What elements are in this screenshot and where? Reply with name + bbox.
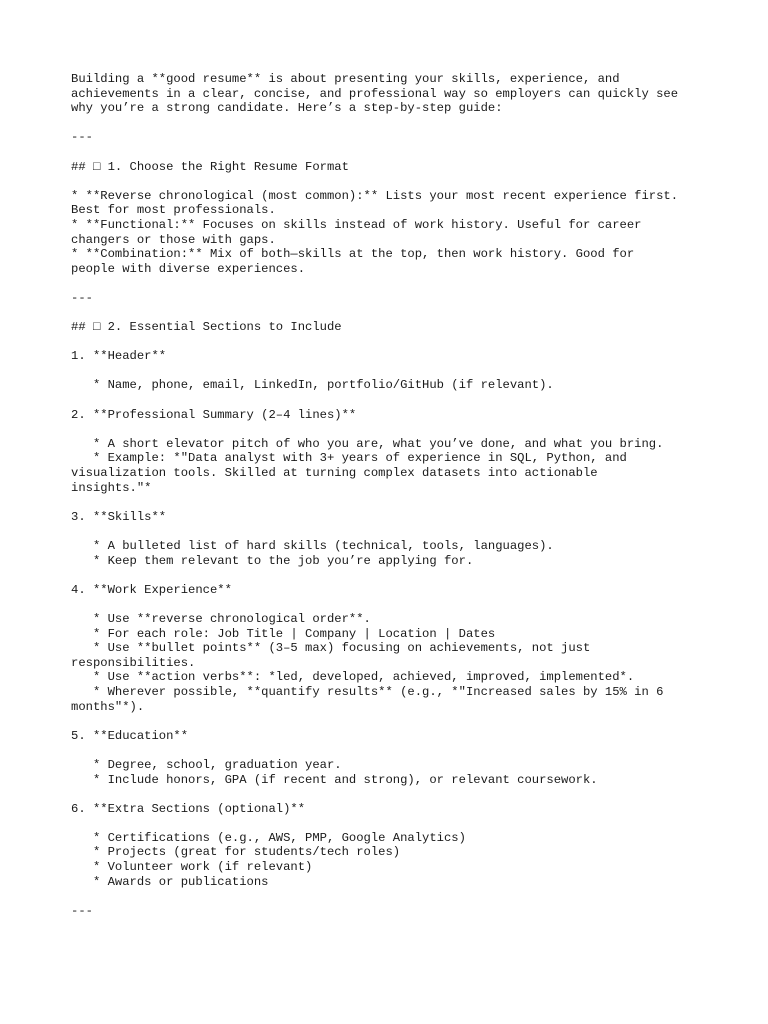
bullet-item: * Include honors, GPA (if recent and strong), or relevant coursework. <box>71 772 598 787</box>
numbered-item-heading: 1. **Header** <box>71 349 167 364</box>
horizontal-rule: --- <box>71 903 93 918</box>
bullet-item: * Use **bullet points** (3–5 max) focusing on achievements, not just <box>71 641 591 656</box>
section-heading: ## □ 1. Choose the Right Resume Format <box>71 159 349 174</box>
text-line: Building a **good resume** is about presenting your skills, experience, and <box>71 72 620 86</box>
document-body <box>71 72 731 918</box>
text-line: months"*). <box>71 699 145 714</box>
blank-line <box>71 714 731 729</box>
bullet-item: * Certifications (e.g., AWS, PMP, Google Analytics) <box>71 830 466 845</box>
blank-line <box>71 145 731 160</box>
bullet-item: * **Functional:** Focuses on skills instead of work history. Useful for career <box>71 217 642 232</box>
text-line: changers or those with gaps. <box>71 232 276 247</box>
blank-line <box>71 495 731 510</box>
bullet-item: * Use **reverse chronological order**. <box>71 611 371 626</box>
bullet-item: * **Reverse chronological (most common):** Lists your most recent experience first. <box>71 188 679 203</box>
blank-line <box>71 597 731 612</box>
blank-line <box>71 364 731 379</box>
horizontal-rule: --- <box>71 130 93 145</box>
text-line: insights."* <box>71 480 152 495</box>
bullet-item: * A bulleted list of hard skills (technical, tools, languages). <box>71 539 554 553</box>
blank-line <box>71 889 731 904</box>
bullet-item: * Degree, school, graduation year. <box>71 757 342 772</box>
text-line: people with diverse experiences. <box>71 261 306 276</box>
blank-line <box>71 116 731 131</box>
blank-line <box>71 787 731 802</box>
bullet-item: * Example: *"Data analyst with 3+ years of experience in SQL, Python, and <box>71 451 627 466</box>
bullet-item: * **Combination:** Mix of both—skills at the top, then work history. Good for <box>71 247 635 262</box>
blank-line <box>71 816 731 831</box>
blank-line <box>71 335 731 350</box>
bullet-item: * A short elevator pitch of who you are, what you’ve done, and what you bring. <box>71 436 664 451</box>
blank-line <box>71 422 731 437</box>
blank-line <box>71 174 731 189</box>
blank-line <box>71 743 731 758</box>
bullet-item: * Awards or publications <box>71 874 269 889</box>
blank-line <box>71 276 731 291</box>
blank-line <box>71 306 731 321</box>
bullet-item: * Projects (great for students/tech roles) <box>71 845 401 860</box>
text-line: responsibilities. <box>71 655 196 670</box>
blank-line <box>71 524 731 539</box>
numbered-item-heading: 2. **Professional Summary (2–4 lines)** <box>71 407 357 422</box>
blank-line <box>71 393 731 408</box>
section-heading: ## □ 2. Essential Sections to Include <box>71 320 342 335</box>
numbered-item-heading: 6. **Extra Sections (optional)** <box>71 801 306 816</box>
bullet-item: * Wherever possible, **quantify results** (e.g., *"Increased sales by 15% in 6 <box>71 684 664 699</box>
numbered-item-heading: 4. **Work Experience** <box>71 582 232 597</box>
numbered-item-heading: 3. **Skills** <box>71 509 167 524</box>
blank-line <box>71 568 731 583</box>
horizontal-rule: --- <box>71 290 93 305</box>
text-line: visualization tools. Skilled at turning complex datasets into actionable <box>71 466 598 481</box>
text-line: Best for most professionals. <box>71 203 276 218</box>
numbered-item-heading: 5. **Education** <box>71 728 189 743</box>
bullet-item: * Use **action verbs**: *led, developed, achieved, improved, implemented*. <box>71 670 635 685</box>
bullet-item: * Name, phone, email, LinkedIn, portfolio/GitHub (if relevant). <box>71 378 554 393</box>
bullet-item: * For each role: Job Title | Company | Location | Dates <box>71 626 496 641</box>
text-line: why you’re a strong candidate. Here’s a step-by-step guide: <box>71 101 503 116</box>
text-line: achievements in a clear, concise, and professional way so employers can quickly see <box>71 86 679 101</box>
bullet-item: * Keep them relevant to the job you’re applying for. <box>71 553 474 568</box>
bullet-item: * Volunteer work (if relevant) <box>71 860 313 875</box>
